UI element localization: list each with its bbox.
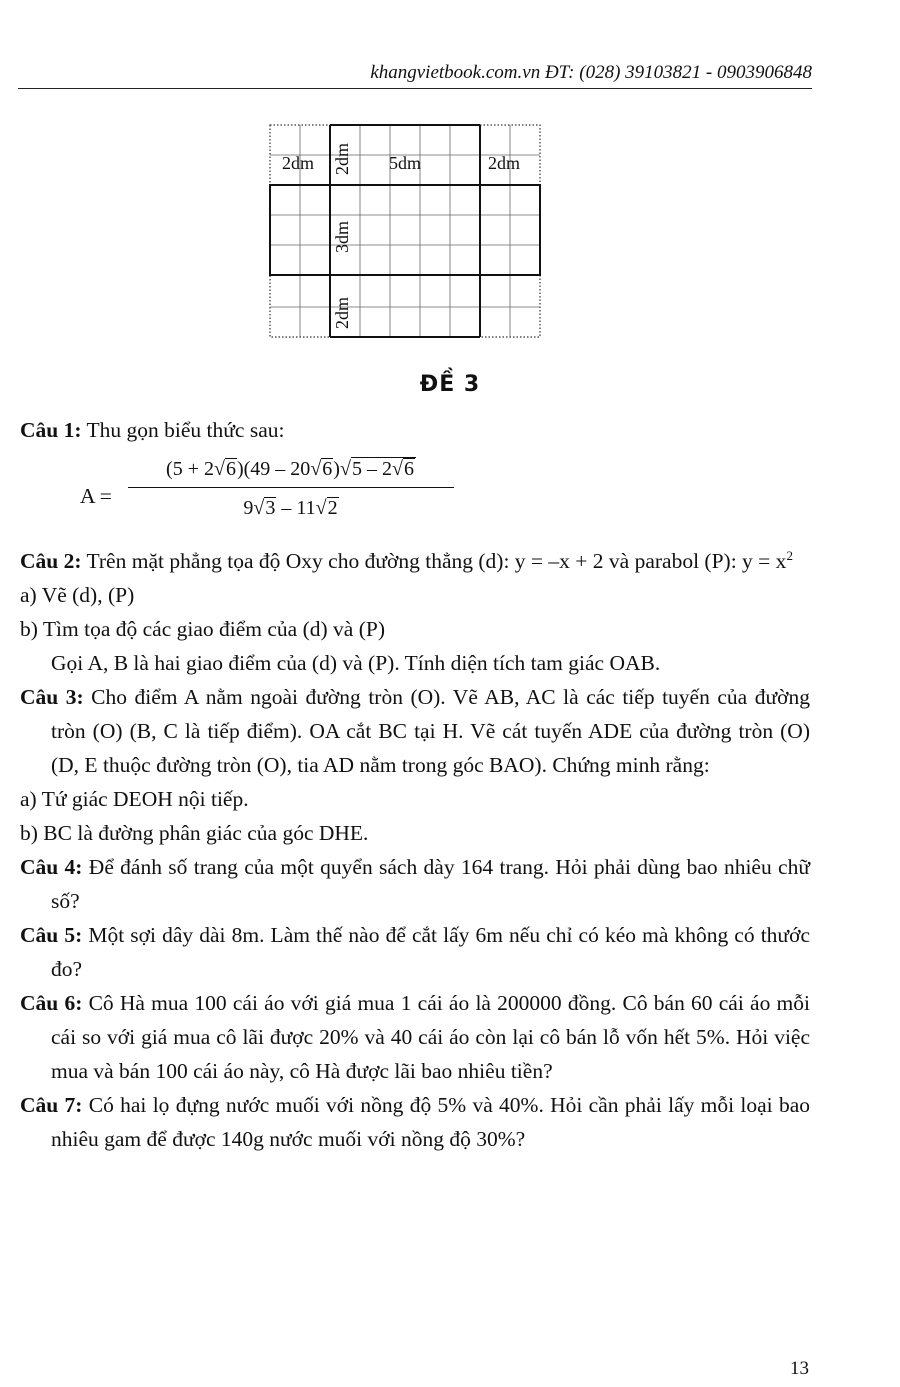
questions — [20, 413, 810, 1156]
header-text: khangvietbook.com.vn ĐT: (028) 39103821 - 0903906848 — [370, 62, 812, 83]
page-number: 13 — [790, 1358, 809, 1379]
question-4: Câu 4: Để đánh số trang của một quyển sách dày 164 trang. Hỏi phải dùng bao nhiêu chữ số? — [20, 855, 810, 914]
formula-numerator: (5 + 2√6)(49 – 20√6)√5 – 2√6 — [128, 451, 454, 488]
page-header — [18, 62, 812, 89]
formula-A — [20, 451, 810, 539]
question-3b: b) BC là đường phân giác của góc DHE. — [20, 821, 369, 846]
sqrt-symbol: √3 — [253, 497, 276, 519]
label-side-top: 2dm — [332, 142, 352, 175]
question-1: Câu 1: Thu gọn biểu thức sau: — [20, 418, 285, 442]
label-left-top: 2dm — [282, 153, 315, 173]
sqrt-symbol: √6 — [214, 458, 236, 480]
label-side-middle: 3dm — [332, 220, 352, 253]
label-middle-top: 5dm — [389, 153, 422, 173]
question-3a: a) Tứ giác DEOH nội tiếp. — [20, 787, 249, 812]
label-right-top: 2dm — [488, 153, 521, 173]
label-side-bottom: 2dm — [332, 296, 352, 329]
question-2: Câu 2: Trên mặt phẳng tọa độ Oxy cho đường thẳng (d): y = –x + 2 và parabol (P): $y = x^2$ — [20, 548, 793, 574]
dimension-grid-figure — [268, 123, 544, 341]
exam-title: ĐỀ 3 — [419, 372, 481, 397]
sqrt-symbol: √2 — [315, 497, 338, 519]
sqrt-symbol: √6 — [310, 458, 333, 480]
question-3: Câu 3: Cho điểm A nằm ngoài đường tròn (O). Vẽ AB, AC là các tiếp tuyến của đường tròn (O) (B, C là tiếp điểm). OA cắt BC tại H. Vẽ cát tuyến ADE của đường tròn (O) (D, E thuộc đường tròn (O), tia AD nằm trong góc BAO). Chứng minh rằng: — [20, 685, 810, 778]
question-6: Câu 6: Cô Hà mua 100 cái áo với giá mua 1 cái áo là 200000 đồng. Cô bán 60 cái áo mỗi cái so với giá mua cô lãi được 20% và 40 cái áo còn lại cô bán lỗ vốn hết 5%. Hỏi việc mua và bán 100 cái áo này, cô Hà được lãi bao nhiêu tiền? — [20, 991, 811, 1084]
question-2a: a) Vẽ (d), (P) — [20, 583, 135, 608]
formula-lhs: A = — [80, 484, 112, 508]
question-5: Câu 5: Một sợi dây dài 8m. Làm thế nào để cắt lấy 6m nếu chỉ có kéo mà không có thước đo? — [20, 923, 810, 982]
question-2c: Gọi A, B là hai giao điểm của (d) và (P). Tính diện tích tam giác OAB. — [51, 651, 661, 676]
sqrt-symbol: √5 – 2√6 — [339, 458, 414, 480]
question-2b: b) Tìm tọa độ các giao điểm của (d) và (P) — [20, 617, 385, 642]
formula-denominator: 9√3 – 11√2 — [128, 488, 454, 524]
sqrt-symbol: √6 — [391, 458, 414, 480]
formula-fraction — [128, 451, 454, 524]
question-7: Câu 7: Có hai lọ đựng nước muối với nồng độ 5% và 40%. Hỏi cần phải lấy mỗi loại bao nhiêu gam để được 140g nước muối với nồng độ 30%? — [20, 1093, 810, 1152]
